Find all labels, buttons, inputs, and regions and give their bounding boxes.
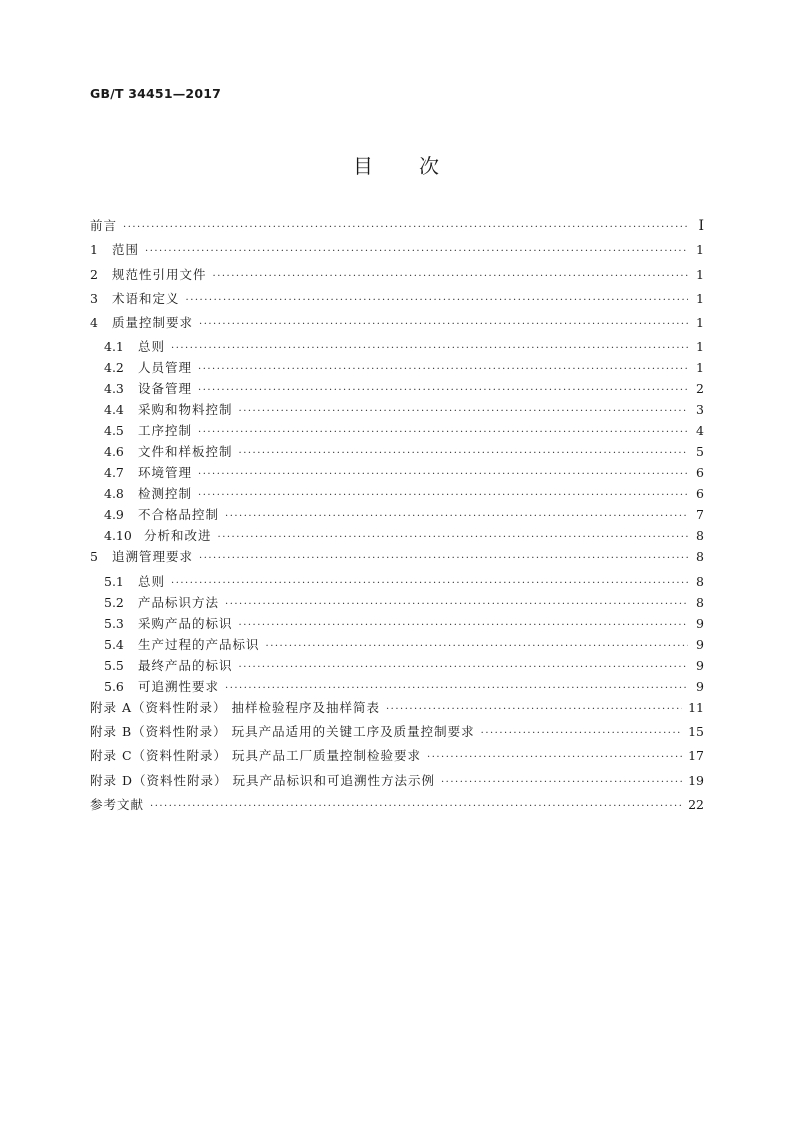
toc-entry-page: 1 xyxy=(696,242,704,258)
toc-entry-page: 9 xyxy=(696,636,704,652)
toc-entry[interactable] xyxy=(90,771,704,795)
toc-entry-number: 4 xyxy=(90,315,98,331)
toc-dot-leader xyxy=(225,511,688,522)
toc-entry-page: 1 xyxy=(696,339,704,355)
toc-entry-number: 5.4 xyxy=(104,636,124,652)
toc-dot-leader xyxy=(225,683,688,694)
toc-entry-number: 2 xyxy=(90,266,98,282)
toc-entry[interactable] xyxy=(90,614,704,635)
toc-entry[interactable] xyxy=(90,656,704,677)
toc-entry-page: 2 xyxy=(696,381,704,397)
toc-entry-page: 4 xyxy=(696,423,704,439)
toc-entry[interactable] xyxy=(90,216,704,240)
toc-entry-page: 8 xyxy=(696,573,704,589)
toc-entry-number: 4.2 xyxy=(104,360,124,376)
toc-dot-leader xyxy=(145,246,688,257)
toc-entry-label: 前言 xyxy=(90,218,118,233)
toc-entry-number: 4.8 xyxy=(104,486,124,502)
toc-entry-label: 工序控制 xyxy=(138,423,193,439)
toc-entry-page: 9 xyxy=(696,678,704,694)
toc-entry[interactable] xyxy=(90,526,704,547)
toc-entry-number: 1 xyxy=(90,242,98,258)
toc-entry[interactable] xyxy=(90,505,704,526)
toc-entry-number: 4.1 xyxy=(104,339,124,355)
toc-entry-page: 8 xyxy=(696,594,704,610)
toc-entry-page: 9 xyxy=(696,657,704,673)
toc-entry-label: 生产过程的产品标识 xyxy=(138,636,260,652)
toc-entry[interactable] xyxy=(90,795,704,819)
toc-entry[interactable] xyxy=(90,400,704,421)
toc-entry[interactable] xyxy=(90,421,704,442)
table-of-contents xyxy=(90,216,704,819)
toc-entry-page: 1 xyxy=(696,290,704,306)
toc-entry[interactable] xyxy=(90,313,704,337)
toc-entry[interactable] xyxy=(90,289,704,313)
toc-entry-label: 总则 xyxy=(138,573,166,589)
toc-entry-number: 5.3 xyxy=(104,615,124,631)
toc-entry-page: 1 xyxy=(696,360,704,376)
toc-entry-label: 范围 xyxy=(112,242,140,258)
toc-title xyxy=(0,150,794,179)
toc-dot-leader xyxy=(123,222,688,233)
toc-dot-leader xyxy=(198,385,688,396)
toc-entry-number: 5.6 xyxy=(104,678,124,694)
toc-entry-page: 1 xyxy=(696,315,704,331)
toc-entry-label: 采购产品的标识 xyxy=(138,615,233,631)
toc-entry-number: 5.5 xyxy=(104,657,124,673)
toc-dot-leader xyxy=(481,728,682,739)
toc-entry-number: 4.3 xyxy=(104,381,124,397)
toc-title-char-2: 次 xyxy=(419,154,441,178)
toc-entry-page: 5 xyxy=(696,444,704,460)
toc-entry-page: 15 xyxy=(688,724,704,740)
toc-title-char-1: 目 xyxy=(353,154,375,178)
toc-dot-leader xyxy=(198,427,688,438)
toc-dot-leader xyxy=(186,295,688,306)
toc-entry-label: 附录 B（资料性附录） 玩具产品适用的关键工序及质量控制要求 xyxy=(90,724,475,740)
toc-entry-page: 1 xyxy=(696,266,704,282)
toc-dot-leader xyxy=(198,490,688,501)
toc-dot-leader xyxy=(199,319,688,330)
toc-entry[interactable] xyxy=(90,722,704,746)
toc-dot-leader xyxy=(218,532,688,543)
standard-code: GB/T 34451—2017 xyxy=(90,86,222,101)
toc-dot-leader xyxy=(239,620,688,631)
toc-dot-leader xyxy=(441,777,682,788)
toc-dot-leader xyxy=(266,641,688,652)
toc-entry-page: 11 xyxy=(688,699,704,715)
toc-entry-number: 4.10 xyxy=(104,528,132,544)
toc-entry-page: 7 xyxy=(696,507,704,523)
toc-entry-label: 附录 D（资料性附录） 玩具产品标识和可追溯性方法示例 xyxy=(90,772,435,788)
toc-entry-number: 4.7 xyxy=(104,465,124,481)
toc-entry[interactable] xyxy=(90,337,704,358)
toc-entry-number: 5.1 xyxy=(104,573,124,589)
toc-entry-label: 可追溯性要求 xyxy=(138,678,220,694)
toc-entry-page: 6 xyxy=(696,465,704,481)
toc-entry-label: 附录 A（资料性附录） 抽样检验程序及抽样简表 xyxy=(90,699,380,715)
toc-entry-label: 环境管理 xyxy=(138,465,193,481)
toc-dot-leader xyxy=(239,662,688,673)
toc-entry[interactable] xyxy=(90,442,704,463)
toc-entry-number: 4.9 xyxy=(104,507,124,523)
toc-entry-number: 5 xyxy=(90,549,98,565)
toc-entry-page: 3 xyxy=(696,402,704,418)
toc-entry-page: 19 xyxy=(688,772,704,788)
toc-entry-number: 4.4 xyxy=(104,402,124,418)
toc-dot-leader xyxy=(171,343,688,354)
toc-entry-number: 3 xyxy=(90,290,98,306)
toc-dot-leader xyxy=(239,406,688,417)
toc-entry-page: 8 xyxy=(696,549,704,565)
toc-entry[interactable] xyxy=(90,547,704,571)
toc-entry-label: 规范性引用文件 xyxy=(112,266,207,282)
toc-entry-page: 22 xyxy=(688,796,704,812)
toc-entry-label: 附录 C（资料性附录） 玩具产品工厂质量控制检验要求 xyxy=(90,748,422,764)
toc-entry-number: 4.6 xyxy=(104,444,124,460)
toc-entry[interactable] xyxy=(90,358,704,379)
toc-entry-number: 5.2 xyxy=(104,594,124,610)
toc-entry-label: 质量控制要求 xyxy=(112,315,194,331)
toc-entry[interactable] xyxy=(90,635,704,656)
toc-entry-label: 分析和改进 xyxy=(144,528,212,544)
toc-entry-label: 追溯管理要求 xyxy=(112,549,194,565)
toc-dot-leader xyxy=(199,553,688,564)
toc-dot-leader xyxy=(198,364,688,375)
toc-entry-label: 术语和定义 xyxy=(112,290,180,306)
toc-entry-label: 设备管理 xyxy=(138,381,193,397)
toc-entry[interactable] xyxy=(90,572,704,593)
toc-entry[interactable] xyxy=(90,593,704,614)
toc-entry-label: 参考文献 xyxy=(90,796,145,812)
toc-entry-label: 总则 xyxy=(138,339,166,355)
toc-entry-label: 采购和物料控制 xyxy=(138,402,233,418)
toc-entry-page: 17 xyxy=(688,748,704,764)
toc-entry-page: 6 xyxy=(696,486,704,502)
toc-dot-leader xyxy=(386,704,682,715)
toc-entry-label: 不合格品控制 xyxy=(138,507,220,523)
toc-dot-leader xyxy=(239,448,688,459)
toc-entry[interactable] xyxy=(90,265,704,289)
toc-entry-page: 8 xyxy=(696,528,704,544)
toc-dot-leader xyxy=(150,801,682,812)
toc-dot-leader xyxy=(171,578,688,589)
toc-entry[interactable] xyxy=(90,463,704,484)
toc-entry-number: 4.5 xyxy=(104,423,124,439)
toc-entry-label: 文件和样板控制 xyxy=(138,444,233,460)
toc-dot-leader xyxy=(225,599,688,610)
toc-dot-leader xyxy=(427,752,682,763)
toc-entry[interactable] xyxy=(90,746,704,770)
toc-entry-page: Ⅰ xyxy=(698,218,704,234)
toc-entry[interactable] xyxy=(90,240,704,264)
toc-entry-label: 最终产品的标识 xyxy=(138,657,233,673)
toc-dot-leader xyxy=(198,469,688,480)
toc-entry[interactable] xyxy=(90,484,704,505)
toc-entry[interactable] xyxy=(90,379,704,400)
toc-entry-label: 人员管理 xyxy=(138,360,193,376)
toc-dot-leader xyxy=(213,271,688,282)
toc-entry[interactable] xyxy=(90,698,704,722)
toc-entry-label: 产品标识方法 xyxy=(138,594,220,610)
toc-entry-page: 9 xyxy=(696,615,704,631)
toc-entry[interactable] xyxy=(90,677,704,698)
toc-entry-label: 检测控制 xyxy=(138,486,193,502)
